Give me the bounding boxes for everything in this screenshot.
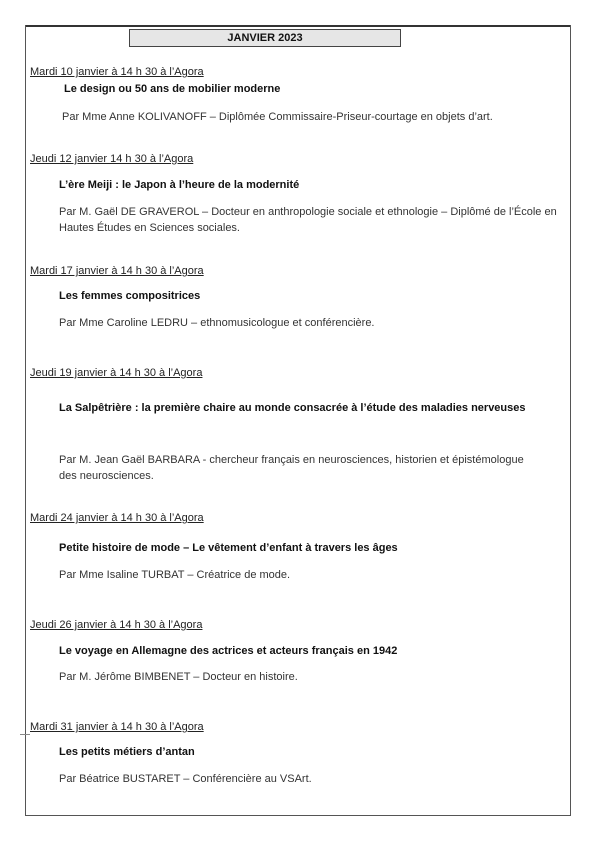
event-speaker: Par M. Jean Gaël BARBARA - chercheur français en neurosciences, historien et épistémologue des neurosciences.	[59, 454, 524, 482]
event-date: Mardi 17 janvier à 14 h 30 à l’Agora	[30, 265, 204, 277]
event-date: Jeudi 26 janvier à 14 h 30 à l’Agora	[30, 619, 203, 631]
event-date: Mardi 31 janvier à 14 h 30 à l’Agora	[30, 721, 204, 733]
event-title: Les petits métiers d’antan	[59, 746, 195, 758]
event-title: Les femmes compositrices	[59, 290, 201, 302]
event-speaker: Par Mme Caroline LEDRU – ethnomusicologue et conférencière.	[59, 317, 375, 329]
month-header: JANVIER 2023	[129, 29, 401, 47]
event-date: Jeudi 12 janvier 14 h 30 à l’Agora	[30, 153, 194, 165]
event-date: Mardi 24 janvier à 14 h 30 à l’Agora	[30, 512, 204, 524]
event-speaker: Par M. Jérôme BIMBENET – Docteur en histoire.	[59, 671, 298, 683]
event-date: Jeudi 19 janvier à 14 h 30 à l’Agora	[30, 367, 203, 379]
event-title: L’ère Meiji : le Japon à l’heure de la modernité	[59, 179, 300, 191]
event-title: Le design ou 50 ans de mobilier moderne	[64, 83, 281, 95]
event-speaker: Par M. Gaël DE GRAVEROL – Docteur en anthropologie sociale et ethnologie – Diplômé de l’École en Hautes Études en Sciences sociales.	[59, 206, 557, 234]
event-title: Le voyage en Allemagne des actrices et acteurs français en 1942	[59, 645, 398, 657]
margin-mark	[20, 734, 30, 735]
event-speaker: Par Béatrice BUSTARET – Conférencière au VSArt.	[59, 773, 312, 785]
event-title: La Salpêtrière : la première chaire au monde consacrée à l’étude des maladies nerveuses	[59, 402, 526, 414]
event-title: Petite histoire de mode – Le vêtement d’enfant à travers les âges	[59, 542, 398, 554]
event-speaker: Par Mme Isaline TURBAT – Créatrice de mode.	[59, 569, 291, 581]
event-date: Mardi 10 janvier à 14 h 30 à l’Agora	[30, 66, 204, 78]
event-speaker: Par Mme Anne KOLIVANOFF – Diplômée Commissaire-Priseur-courtage en objets d’art.	[62, 111, 493, 123]
